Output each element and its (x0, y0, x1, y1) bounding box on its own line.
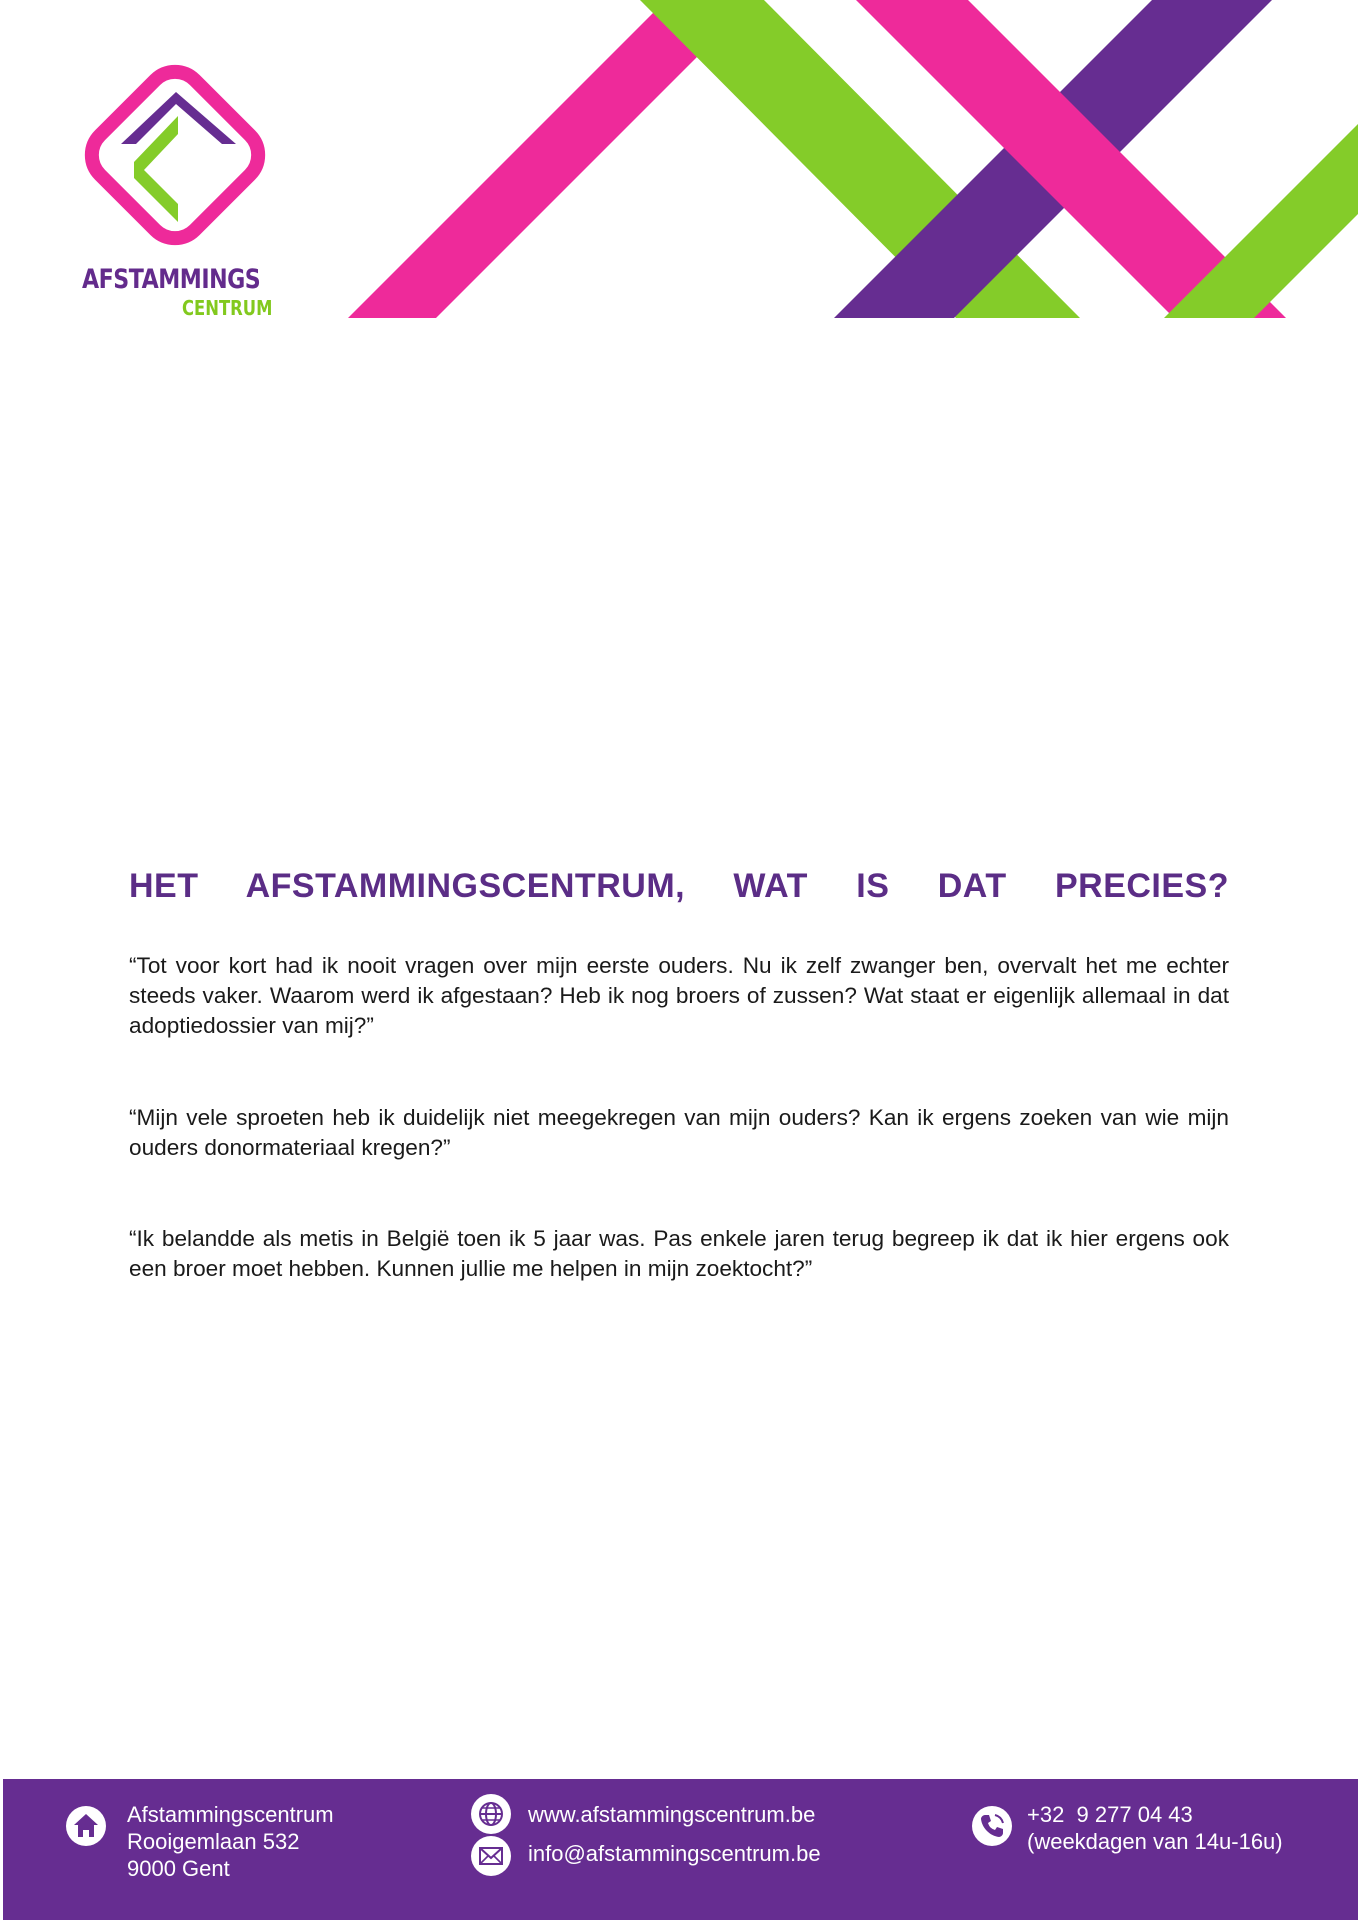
phone-hours: (weekdagen van 14u-16u) (1027, 1829, 1283, 1854)
quote-paragraph: “Ik belandde als metis in België toen ik 5 jaar was. Pas enkele jaren terug begreep ik dat ik hier ergens ook een broer moet hebben. Kunnen jullie me helpen in mijn zoektocht?” (129, 1226, 1229, 1281)
main-content (129, 862, 1229, 1284)
home-icon (66, 1806, 106, 1846)
page-title: HET AFSTAMMINGSCENTRUM, WAT IS DAT PRECIES? (129, 867, 1229, 905)
footer-bar (3, 1779, 1358, 1920)
logo-text-centrum: CENTRUM (182, 296, 273, 320)
afstammingscentrum-logo (78, 58, 278, 322)
logo-text-afstammings: AFSTAMMINGS (82, 264, 261, 295)
email-link[interactable]: info@afstammingscentrum.be (528, 1841, 821, 1866)
quote-paragraph: “Tot voor kort had ik nooit vragen over mijn eerste ouders. Nu ik zelf zwanger ben, overvalt het me echter steeds vaker. Waarom werd ik afgestaan? Heb ik nog broers of zussen? Wat staat er eigenlijk allemaal in dat adoptiedossier van mij?” (129, 953, 1229, 1038)
phone-number[interactable]: +32 9 277 04 43 (1027, 1802, 1193, 1827)
organisation-name: Afstammingscentrum (127, 1802, 334, 1827)
footer-address (127, 1801, 334, 1882)
city-address: 9000 Gent (127, 1856, 230, 1881)
street-address: Rooigemlaan 532 (127, 1829, 300, 1854)
globe-icon (471, 1794, 511, 1834)
footer-phone (1027, 1801, 1283, 1855)
website-link[interactable]: www.afstammingscentrum.be (528, 1802, 816, 1827)
quote-paragraph: “Mijn vele sproeten heb ik duidelijk niet meegekregen van mijn ouders? Kan ik ergens zoeken van wie mijn ouders donormateriaal kregen?” (129, 1105, 1229, 1160)
logo-mark-icon (78, 58, 278, 258)
envelope-icon (471, 1836, 511, 1876)
phone-icon (972, 1806, 1012, 1846)
